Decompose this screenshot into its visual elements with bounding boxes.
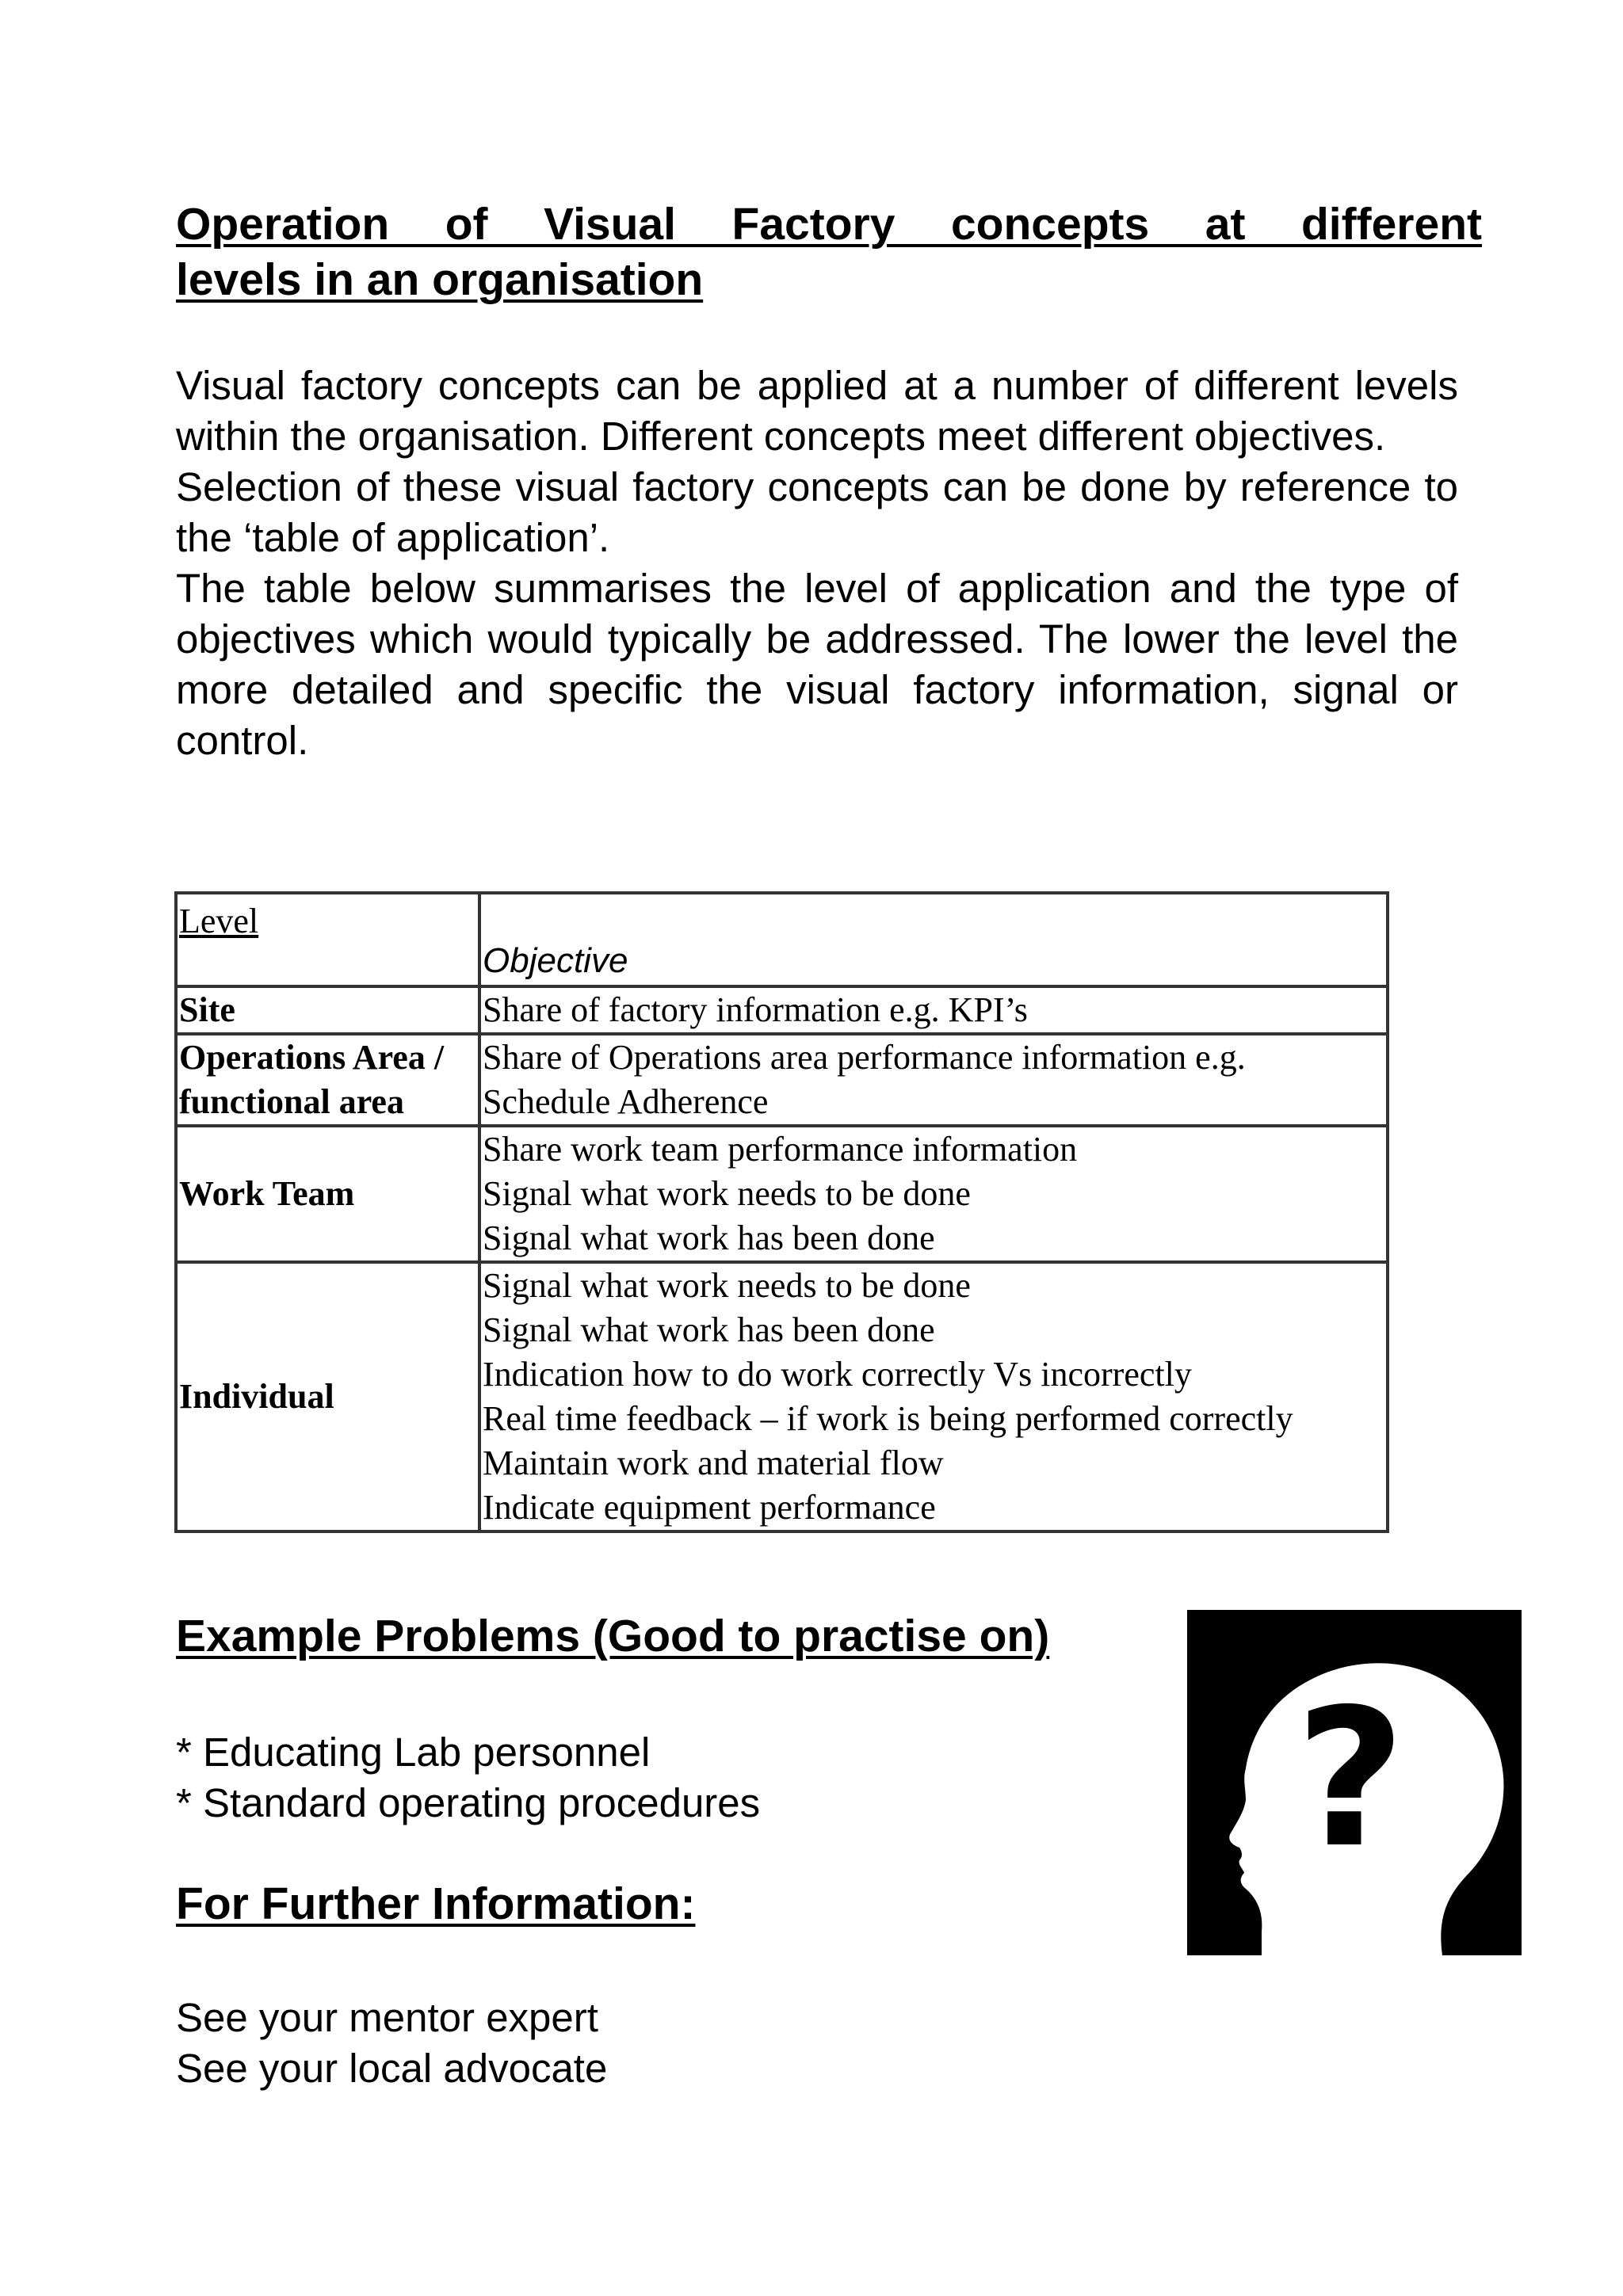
head-question-icon: [1187, 1610, 1522, 1955]
examples-heading: Example Problems (Good to practise on): [176, 1611, 1050, 1661]
table-row: [176, 1126, 1388, 1262]
table-row: [176, 1034, 1388, 1126]
application-table: [174, 891, 1389, 1533]
table-row: [176, 986, 1388, 1034]
objective-line: Indication how to do work correctly Vs incorrectly: [483, 1355, 1192, 1394]
page-title-line-1: Operation of Visual Factory concepts at different: [176, 199, 1482, 250]
list-item: * Educating Lab personnel: [176, 1730, 651, 1775]
table-header-row: [176, 893, 1388, 986]
list-item: See your mentor expert: [176, 1995, 598, 2040]
level-line: Operations Area /: [179, 1038, 445, 1077]
objective-line: Maintain work and material flow: [483, 1444, 944, 1482]
objective-line: Signal what work has been done: [483, 1310, 935, 1349]
examples-list: [176, 1727, 760, 1829]
question-mark: ?: [1295, 1668, 1406, 1890]
intro-paragraph-3: The table below summarises the level of application and the type of objectives which would typically be addressed. The lower the level the more detailed and specific the visual factory information, signal or control.: [176, 566, 1458, 763]
intro-text: [176, 360, 1458, 766]
objective-cell: [479, 986, 1388, 1034]
objective-line: Schedule Adherence: [483, 1082, 769, 1121]
list-item: See your local advocate: [176, 2046, 608, 2091]
level-cell: Individual: [176, 1262, 479, 1531]
objective-line: Share of Operations area performance information e.g.: [483, 1038, 1246, 1077]
level-cell: Work Team: [176, 1126, 479, 1262]
objective-cell: [479, 1126, 1388, 1262]
intro-paragraph-2: Selection of these visual factory concepts can be done by reference to the ‘table of application’.: [176, 464, 1458, 560]
further-info-heading: For Further Information:: [176, 1878, 696, 1929]
level-cell: Site: [176, 986, 479, 1034]
objective-line: Signal what work needs to be done: [483, 1266, 971, 1305]
objective-line: Indicate equipment performance: [483, 1488, 936, 1527]
page-title: [176, 196, 1482, 307]
intro-paragraph-1: Visual factory concepts can be applied at a number of different levels within the organisation. Different concepts meet different objectives.: [176, 363, 1458, 459]
objective-line: Share work team performance information: [483, 1130, 1078, 1169]
level-cell: [176, 1034, 479, 1126]
objective-line: Share of factory information e.g. KPI’s: [483, 990, 1028, 1029]
header-objective: Objective: [479, 893, 1388, 986]
objective-cell: [479, 1034, 1388, 1126]
objective-line: Signal what work has been done: [483, 1219, 935, 1257]
header-level: Level: [176, 893, 479, 986]
objective-cell: [479, 1262, 1388, 1531]
objective-line: Signal what work needs to be done: [483, 1174, 971, 1213]
level-line: functional area: [179, 1082, 404, 1121]
page-title-line-2: levels in an organisation: [176, 254, 704, 305]
objective-line: Real time feedback – if work is being performed correctly: [483, 1399, 1293, 1438]
table-row: [176, 1262, 1388, 1531]
list-item: * Standard operating procedures: [176, 1780, 761, 1825]
further-info-list: [176, 1993, 607, 2094]
